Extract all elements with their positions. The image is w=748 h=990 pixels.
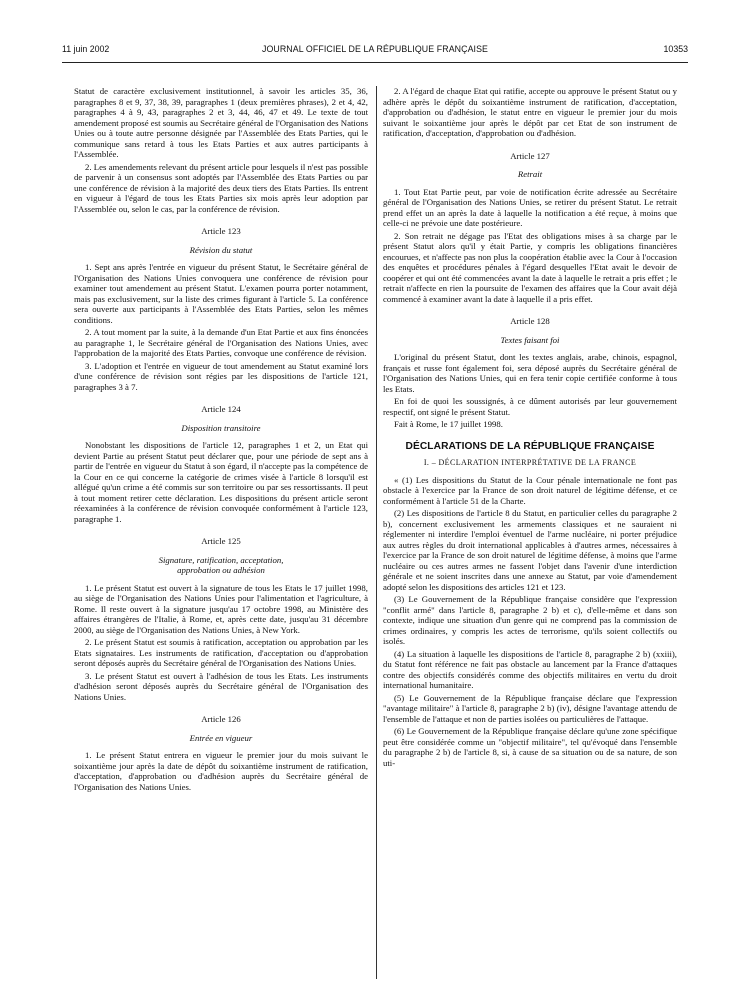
article-126-title: Entrée en vigueur: [189, 732, 253, 743]
header-title: JOURNAL OFFICIEL DE LA RÉPUBLIQUE FRANÇAISE: [261, 44, 489, 54]
article-125-title: [74, 555, 368, 576]
paragraph: 2. Les amendements relevant du présent article pour lesquels il n'est pas possible de parvenir à un consensus sont adoptés par l'Assemblée des Etats Parties ou par une conférence de révision à la majorité des deux tiers des Etats Parties. Ils entrent en vigueur à l'égard de tous les Etats Parties six mois après leur adoption par l'Assemblée ou, selon le cas, par la conférence de révision.: [74, 161, 368, 214]
declarations-subheading: I. – DÉCLARATION INTERPRÉTATIVE DE LA FRANCE: [423, 458, 637, 467]
article-125-title-line-1: Signature, ratification, acceptation,: [158, 554, 284, 565]
article-124-heading: Article 124: [201, 404, 241, 414]
left-column: [74, 86, 368, 981]
paragraph: 2. A tout moment par la suite, à la demande d'un Etat Partie et aux fins énoncées au paragraphe 1, le Secrétaire général de l'Organisation des Nations Unies, avec l'approbation de la majorité des Etats Parties, convoque une conférence de révision.: [74, 327, 368, 358]
article-127-title: Retrait: [517, 169, 543, 179]
paragraph: (2) Les dispositions de l'article 8 du Statut, en particulier celles du paragraphe 2 b), concernent exclusivement les armements classiques et ne sauraient ni réglementer ni interdire l'emploi éventuel de l'arme nucléaire, ni porter préjudice aux autres règles du droit international applicables à d'autres armes, nécessaires à l'exercice par la France de son droit naturel de légitime défense, à moins que l'arme nucléaire ou ces autres armes ne fassent l'objet dans l'avenir d'une interdiction générale et ne soient inscrites dans une annexe au Statut, par voie d'amendement adopté selon les dispositions des articles 121 et 123.: [383, 508, 677, 592]
article-126-heading: Article 126: [201, 714, 241, 724]
paragraph: 1. Tout Etat Partie peut, par voie de notification écrite adressée au Secrétaire général de l'Organisation des Nations Unies, se retirer du présent Statut. Le retrait prend effet un an après la date à laquelle la notification a été reçue, à moins que celle-ci ne prévoie une date postérieure.: [383, 186, 677, 228]
article-123-heading: Article 123: [201, 226, 241, 236]
paragraph: L'original du présent Statut, dont les textes anglais, arabe, chinois, espagnol, français et russe font également foi, sera déposé auprès du Secrétaire général de l'Organisation des Nations Unies, qui en fera tenir copie certifiée conforme à tous les Etats.: [383, 352, 677, 394]
paragraph: 1. Le présent Statut entrera en vigueur le premier jour du mois suivant le soixantième jour après la date de dépôt du soixantième instrument de ratification, d'acceptation, d'approbation ou d'adhésion auprès du Secrétaire général de l'Organisation des Nations Unies.: [74, 750, 368, 792]
article-128-title: Textes faisant foi: [500, 334, 560, 345]
paragraph: 3. L'adoption et l'entrée en vigueur de tout amendement au Statut examiné lors d'une conférence de révision sont régies par les dispositions de l'article 121, paragraphes 3 à 7.: [74, 360, 368, 392]
article-125-heading: Article 125: [201, 536, 241, 546]
paragraph: (6) Le Gouvernement de la République française déclare qu'une zone spécifique peut être considérée comme un "objectif militaire", tel qu'évoqué dans l'ensemble du paragraphe 2 b) de l'article 8, si, à cause de sa situation ou de sa nature, de son uti-: [383, 726, 677, 768]
article-123-title: Révision du statut: [189, 244, 253, 255]
paragraph: 2. Son retrait ne dégage pas l'Etat des obligations mises à sa charge par le présent Statut alors qu'il y était Partie, y compris les obligations financières encourues, et n'affecte pas non plus la coopération établie avec la Cour à l'occasion des enquêtes et procédures pénales à l'égard desquelles l'Etat avait le devoir de coopérer et qui ont été commencées avant la date à laquelle le retrait a pris effet ; le retrait n'affecte en rien la poursuite de l'examen des affaires que la Cour avait déjà commencé à examiner avant la date à laquelle il a pris effet.: [383, 230, 677, 304]
declarations-heading: DÉCLARATIONS DE LA RÉPUBLIQUE FRANÇAISE: [405, 440, 655, 452]
paragraph-continued: Statut de caractère exclusivement institutionnel, à savoir les articles 35, 36, paragraphes 8 et 9, 37, 38, 39, paragraphes 1 (deux premières phrases), 2 et 4, 42, paragraphes 4 à 9, 43, paragraphes 2 et 3, 44, 46, 47 et 49. Le texte de tout amendement proposé est soumis au Secrétaire général de l'Organisation des Nations Unies ou à toute autre personne désignée par l'Assemblée des Etats Parties, qui le communique sans retard à tous les Etats Parties et aux autres participants à l'Assemblée.: [74, 86, 368, 159]
paragraph: (4) La situation à laquelle les dispositions de l'article 8, paragraphe 2 b) (xxiii), du Statut font référence ne fait pas obstacle au lancement par la France d'attaques contre des objectifs considérés comme des objectifs militaires en vertu du droit international humanitaire.: [383, 648, 677, 690]
page-header: [62, 44, 688, 58]
paragraph: 1. Sept ans après l'entrée en vigueur du présent Statut, le Secrétaire général de l'Organisation des Nations Unies convoquera une conférence de révision pour examiner tout amendement au présent Statut. L'examen pourra porter notamment, mais pas exclusivement, sur la liste des crimes figurant à l'article 5. La conférence sera ouverte aux participants à l'Assemblée des Etats Parties, selon les mêmes conditions.: [74, 262, 368, 325]
paragraph: « (1) Les dispositions du Statut de la Cour pénale internationale ne font pas obstacle à l'exercice par la France de son droit naturel de légitime défense, et ce conformément à l'article 51 de la Charte.: [383, 474, 677, 506]
header-rule: [62, 62, 688, 63]
paragraph: 2. A l'égard de chaque Etat qui ratifie, accepte ou approuve le présent Statut ou y adhère après le dépôt du soixantième instrument de ratification, d'acceptation, d'approbation ou d'adhésion, le statut entre en vigueur le premier jour du mois suivant le soixantième jour après le dépôt par cet Etat de son instrument de ratification, d'acceptation, d'approbation ou d'adhésion.: [383, 86, 677, 138]
paragraph: 2. Le présent Statut est soumis à ratification, acceptation ou approbation par les Etats signataires. Les instruments de ratification, d'acceptation ou d'approbation seront déposés auprès du Secrétaire général de l'Organisation des Nations Unies.: [74, 637, 368, 668]
article-127-heading: Article 127: [510, 150, 550, 161]
paragraph: 1. Le présent Statut est ouvert à la signature de tous les Etats le 17 juillet 1998, au siège de l'Organisation des Nations Unies pour l'alimentation et l'agriculture, à Rome. Il reste ouvert à la signature jusqu'au 17 octobre 1998, au Ministère des affaires étrangères de l'Italie, à Rome, et, après cette date, jusqu'au 31 décembre 2000, au siège de l'Organisation des Nations Unies, à New York.: [74, 582, 368, 635]
column-divider: [376, 86, 377, 979]
header-date: 11 juin 2002: [62, 44, 110, 54]
article-128-heading: Article 128: [510, 316, 550, 326]
paragraph: 3. Le présent Statut est ouvert à l'adhésion de tous les Etats. Les instruments d'adhésion seront déposés auprès du Secrétaire général de l'Organisation des Nations Unies.: [74, 670, 368, 702]
article-124-title: Disposition transitoire: [181, 422, 261, 433]
paragraph: En foi de quoi les soussignés, à ce dûment autorisés par leur gouvernement respectif, ont signé le présent Statut.: [383, 396, 677, 417]
right-column: [383, 86, 677, 981]
paragraph: (5) Le Gouvernement de la République française déclare que l'expression "avantage militaire" à l'article 8, paragraphe 2 b) (iv), désigne l'avantage attendu de l'ensemble de l'attaque et non de parties isolées ou particulières de l'attaque.: [383, 692, 677, 724]
header-page-number: 10353: [663, 44, 688, 54]
paragraph: (3) Le Gouvernement de la République française considère que l'expression "conflit armé" dans l'article 8, paragraphe 2 b) et c), d'elle-même et dans son contexte, indique une situation d'un genre qui ne comprend pas la commission de crimes ordinaires, y compris les actes de terrorisme, qu'ils soient collectifs ou isolés.: [383, 594, 677, 646]
article-125-title-line-2: approbation ou adhésion: [177, 565, 265, 575]
paragraph: Fait à Rome, le 17 juillet 1998.: [394, 419, 503, 429]
paragraph: Nonobstant les dispositions de l'article 12, paragraphes 1 et 2, un Etat qui devient Partie au présent Statut peut déclarer que, pour une période de sept ans à partir de l'entrée en vigueur du Statut à son égard, il n'accepte pas la compétence de la Cour en ce qui concerne la catégorie de crimes visée à l'article 8 lorsqu'il est allégué qu'un crime a été commis sur son territoire ou par ses ressortissants. Il peut à tout moment retirer cette déclaration. Les dispositions du présent article seront réexaminées à la conférence de révision convoquée conformément à l'article 123, paragraphe 1.: [74, 440, 368, 524]
